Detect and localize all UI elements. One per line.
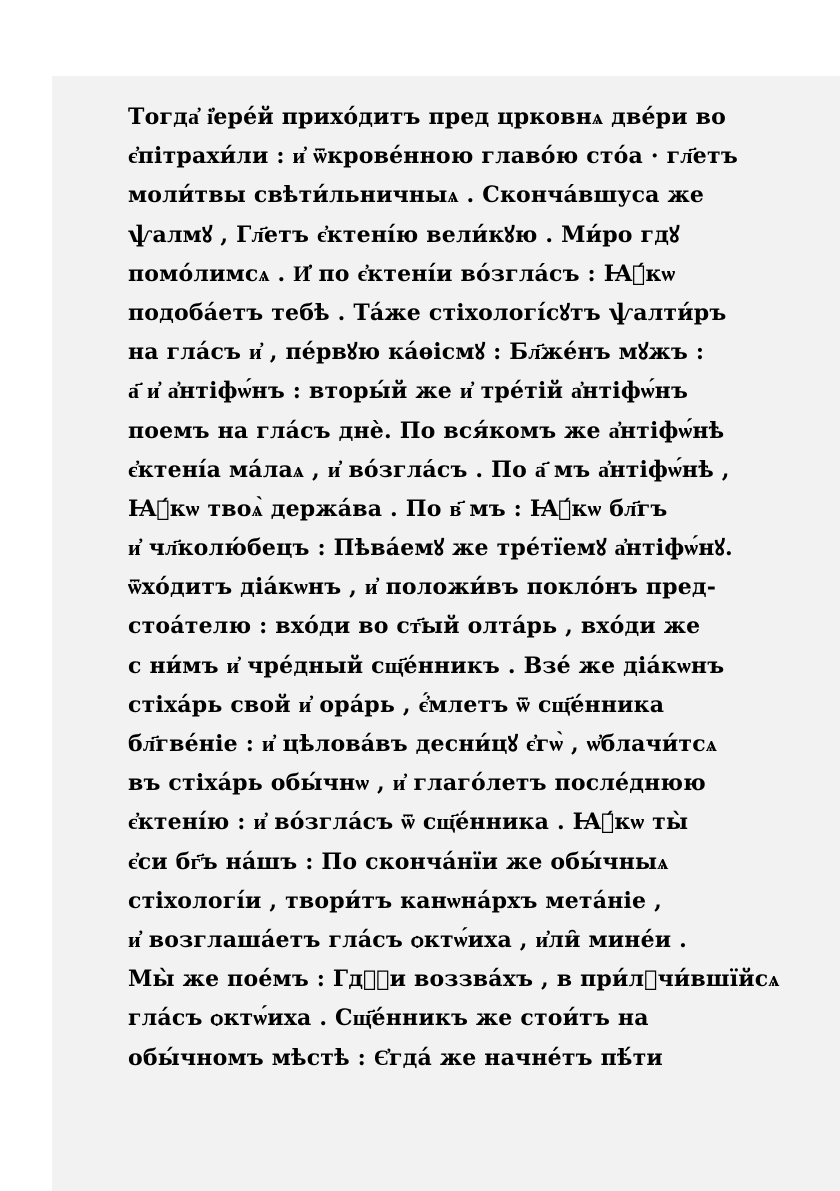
text-line: ѱалмꙋ , Гл҃етъ є҆ктені́ю вели́кꙋю . Ми́ро гдꙋ [128, 221, 680, 248]
text-line: є҆си бг҃ъ на́шъ : По сконча́нїи же обы́чныѧ [128, 848, 669, 875]
text-line: є҆пітрахи́ли : и҆ ѿкрове́нною главо́ю сто́а · гл҃етъ [128, 143, 738, 170]
text-line: ѿхо́дитъ діа́кѡнъ , и҆ положи́въ покло́нъ пред- [128, 574, 717, 601]
text-line: на гла́съ и҆ , пе́рвꙋю ка́ѳісмꙋ : Бл҃же́нъ мꙋжъ : [128, 339, 705, 366]
text-line: а҃ и҆ а҆нтіфѡ́нъ : вторы́й же и҆ тре́тій а҆нтіфѡ́нъ [128, 378, 689, 405]
text-line: подоба́етъ тебѣ . Та́же стіхологі́сꙋтъ ѱалти́ръ [128, 299, 727, 326]
text-line: и҆ возглаша́етъ гла́съ ѻктѡ́иха , и҆ли̑ мине́и . [128, 926, 688, 953]
text-line: стіхологі́и , твори́тъ канѡна́рхъ мета́ніе , [128, 887, 662, 914]
text-line: є҆ктені́ю : и҆ во́зглáсъ ѿ сщ҃е́нника . Ꙗ҆́кѡ ты̀ [128, 809, 689, 836]
text-line: и҆ чл҃колю́бецъ : Пѣва́емꙋ же тре́тїемꙋ а҆нтіфѡ́нꙋ. [128, 535, 733, 562]
text-line: поемъ на гла́съ днѐ. По вся́комъ же а҆нтіфѡ́нѣ [128, 417, 725, 444]
text-line: бл҃гве́ніе : и҆ цѣлова́въ десни́цꙋ є҆гѡ̀ , ѡ҆блачи́тсѧ [128, 731, 718, 757]
text-line: Мы̀ же пое́мъ : Гдⷭ҇и воззва́хъ , в при́лꙋчи́вшїйсѧ [128, 966, 780, 993]
text-line: Ꙗ҆́кѡ твоѧ̀ держа́ва . По в҃ мъ : Ꙗ҆́кѡ бл҃гъ [128, 495, 668, 522]
text-line: стоа́телю : вхо́ди во ст҃ый олта́рь , вхо́ди же [128, 613, 701, 640]
text-line: помо́лимсѧ . И҆ по є҆ктені́и во́зглáсъ : Ꙗ҆́кѡ [128, 260, 676, 287]
text-line: обы́чномъ мѣстѣ : Є҆гда́ же начне́тъ пѣ́ти [128, 1044, 663, 1071]
text-line: гла́съ ѻктѡ́иха . Сщ҃е́нникъ же стои́тъ на [128, 1005, 649, 1032]
text-line: въ стіха́рь обы́чнѡ , и҆ глаго́летъ после́днюю [128, 770, 706, 797]
text-line: є҆ктені́а ма́лаѧ , и҆ во́зглáсъ . По а҃ мъ а҆нтіфѡ́нѣ , [128, 456, 730, 483]
text-line: Тогда҆ і҆ере́й прихо́дитъ пред црковнѧ две́ри во [128, 104, 726, 130]
text-line: стіха́рь свой и҆ ора́рь , є҆́млетъ ѿ сщ҃е́нника [128, 691, 665, 718]
text-line: моли́твы свѣти́льничныѧ . Скончáвшуса же [128, 182, 705, 209]
text-line: с ни́мъ и҆ чре́дный сщ҃е́нникъ . Взе́ же діа́кѡнъ [128, 652, 725, 679]
text-block [128, 98, 780, 1078]
